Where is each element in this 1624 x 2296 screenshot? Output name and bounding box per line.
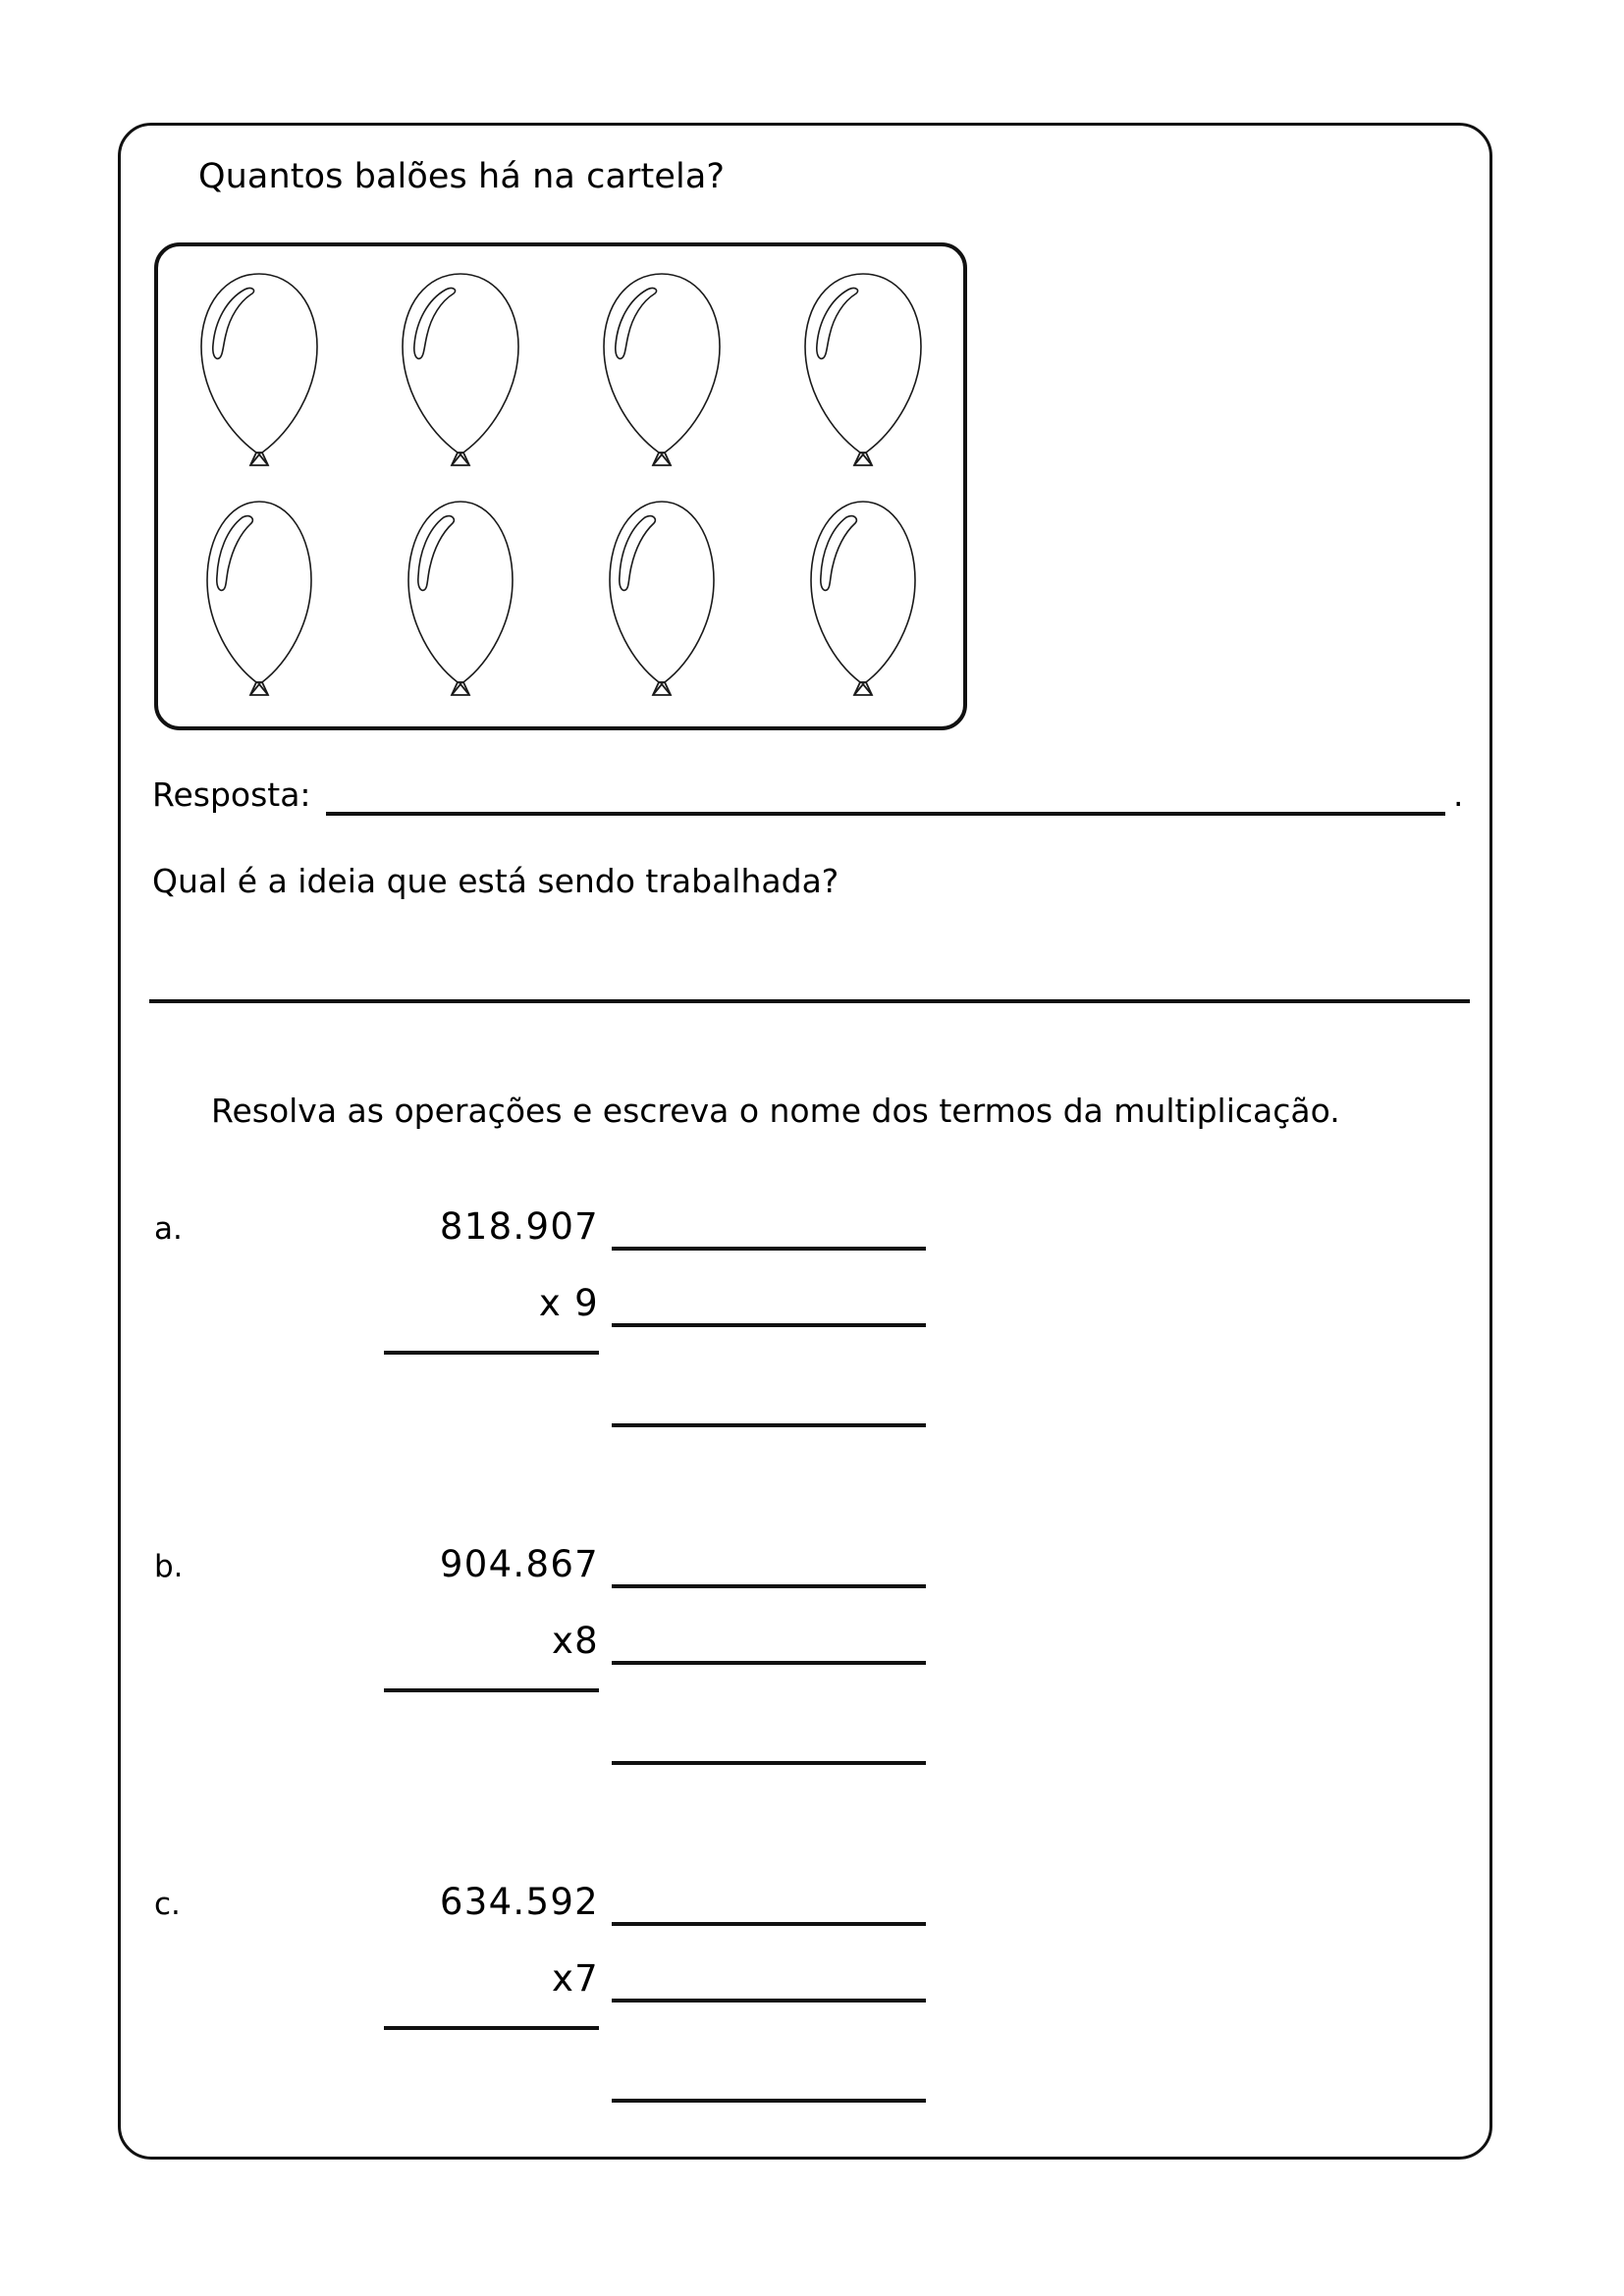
question-2-title: Qual é a ideia que está sendo trabalhada? — [152, 862, 839, 900]
problem-operation-rule — [384, 1688, 599, 1692]
term-name-line-2[interactable] — [612, 1323, 926, 1327]
question-1-title: Quantos balões há na cartela? — [198, 157, 726, 196]
balloon-outline-icon — [186, 264, 333, 475]
problem-operand-top: 634.592 — [439, 1881, 599, 1923]
problem-letter: a. — [154, 1211, 183, 1247]
problem-operand-bottom: x7 — [551, 1957, 599, 2000]
balloon-outline-icon — [588, 264, 735, 475]
balloon-outline-icon — [387, 264, 534, 475]
problem-operand-bottom: x8 — [551, 1620, 599, 1662]
term-name-line-1[interactable] — [612, 1922, 926, 1926]
problem-operation-rule — [384, 2026, 599, 2030]
term-name-line-3[interactable] — [612, 2099, 926, 2103]
term-name-line-3[interactable] — [612, 1423, 926, 1427]
question-2-answer-line[interactable] — [149, 999, 1470, 1003]
multiplication-problem — [118, 1543, 1492, 1838]
balloon-outline-icon — [387, 494, 534, 705]
resposta-answer-line[interactable] — [326, 812, 1445, 816]
multiplication-instruction: Resolva as operações e escreva o nome dos termos da multiplicação. — [211, 1092, 1340, 1130]
balloon-outline-icon — [186, 494, 333, 705]
resposta-label: Resposta: — [152, 775, 311, 814]
problem-operand-bottom: x 9 — [538, 1282, 599, 1324]
term-name-line-2[interactable] — [612, 1999, 926, 2002]
balloon-outline-icon — [789, 264, 937, 475]
term-name-line-1[interactable] — [612, 1584, 926, 1588]
balloon-row-top — [158, 264, 963, 490]
term-name-line-2[interactable] — [612, 1661, 926, 1665]
multiplication-problem — [118, 1881, 1492, 2175]
problem-operation-rule — [384, 1351, 599, 1355]
balloon-outline-icon — [588, 494, 735, 705]
balloon-outline-icon — [789, 494, 937, 705]
problem-operand-top: 818.907 — [439, 1205, 599, 1248]
problem-letter: b. — [154, 1549, 184, 1584]
term-name-line-1[interactable] — [612, 1247, 926, 1251]
resposta-period: . — [1453, 775, 1464, 814]
multiplication-problem — [118, 1205, 1492, 1500]
balloon-card — [154, 242, 967, 730]
balloon-row-bottom — [158, 494, 963, 720]
problem-operand-top: 904.867 — [439, 1543, 599, 1585]
resposta-row — [152, 775, 1464, 821]
term-name-line-3[interactable] — [612, 1761, 926, 1765]
problem-letter: c. — [154, 1887, 181, 1922]
